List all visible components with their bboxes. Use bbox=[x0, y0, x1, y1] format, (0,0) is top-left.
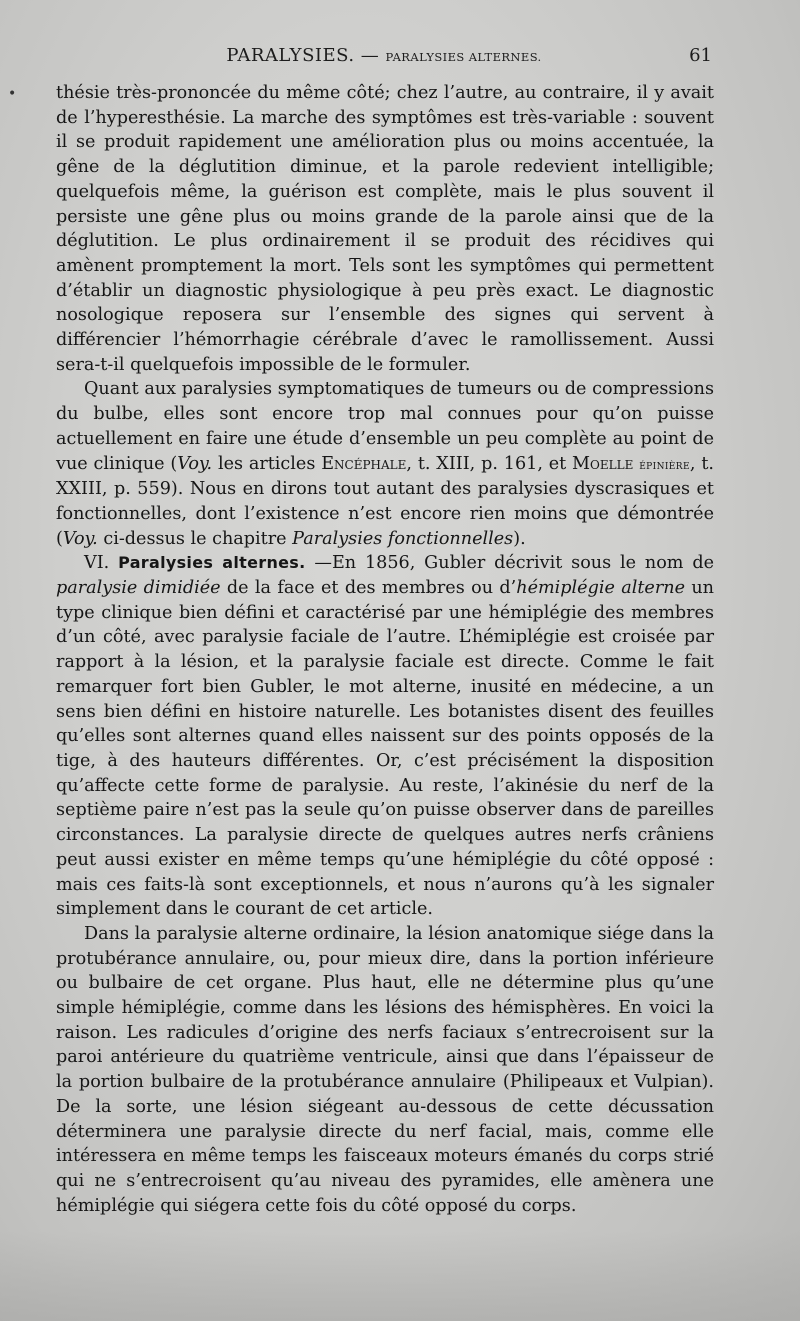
running-header bbox=[56, 45, 712, 69]
p2-text-3: , t. XIII, p. 161, et bbox=[406, 453, 573, 474]
p2-voy-2: Voy. bbox=[62, 528, 98, 549]
header-subtitle: PARALYSIES ALTERNES. bbox=[385, 50, 542, 64]
chapter-reference: Paralysies fonctionnelles bbox=[292, 528, 514, 549]
p2-text-1: Quant aux paralysies symptomatiques de tumeurs ou de compressions du bulbe, elles sont encore trop mal connues pour qu’on puisse actuellement en faire une étude d’ensemble un peu complète au point de vue clinique ( bbox=[56, 379, 714, 474]
header-dash: — bbox=[354, 45, 386, 66]
p3-text-1: —En 1856, Gubler décrivit sous le nom de bbox=[305, 553, 714, 574]
paragraph-2 bbox=[56, 377, 714, 551]
page-number: 61 bbox=[689, 45, 712, 66]
header-title: PARALYSIES. bbox=[226, 45, 355, 66]
ref-moelle: Moelle bbox=[572, 453, 634, 474]
paragraph-3 bbox=[56, 551, 714, 922]
section-heading: Paralysies alternes. bbox=[118, 553, 306, 573]
section-number: VI. bbox=[84, 553, 119, 574]
term-hemiplegie-alterne: hémiplégie alterne bbox=[516, 578, 685, 599]
paragraph-1: thésie très-prononcée du même côté; chez l’autre, au contraire, il y avait de l’hyperesthésie. La marche des symptômes est très-variable : souvent il se produit rapidement une amélioration plus ou moins accentuée, la gêne de la déglutition diminue, et la parole redevient intelligible; quelquefois même, la guérison est complète, mais le plus souvent il persiste une gêne plus ou moins grande de la parole ainsi que de la déglutition. Le plus ordinairement il se produit des récidives qui amènent promptement la mort. Tels sont les symptômes qui permettent d’établir un diagnostic physiologique à peu près exact. Le diagnostic nosologique reposera sur l’ensemble des signes qui servent à différencier l’hémorrhagie cérébrale d’avec le ramollissement. Aussi sera-t-il quelquefois impossible de le formuler. bbox=[56, 83, 714, 375]
p2-text-2: les articles bbox=[212, 453, 322, 474]
p3-text-2: de la face et des membres ou d’ bbox=[220, 578, 517, 599]
p2-voy: Voy. bbox=[177, 453, 213, 474]
p2-text-4: , t. XXIII, p. 559). Nous en dirons tout autant des paralysies dyscrasiques et fonctionnelles, dont l’existence n’est encore rien moins que démontrée ( bbox=[56, 453, 714, 549]
body-text bbox=[56, 81, 714, 1218]
ref-encephale: Encéphale bbox=[321, 453, 407, 474]
ref-epiniere: épinière bbox=[639, 456, 690, 472]
running-title bbox=[56, 45, 712, 66]
term-paralysie-dimidiee: paralysie dimidiée bbox=[56, 578, 221, 599]
p2-text-6: ). bbox=[513, 528, 526, 549]
p3-text-3: un type clinique bien défini et caractérisé par une hémiplégie des membres d’un côté, avec paralysie faciale de l’autre. L’hémiplégie est croisée par rapport à la lésion, et la paralysie faciale est directe. Comme le fait remarquer fort bien Gubler, le mot alterne, inusité en médecine, a un sens bien défini en histoire naturelle. Les botanistes disent des feuilles qu’elles sont alternes quand elles naissent sur des points opposés de la tige, à des hauteurs différentes. Or, c’est précisément la disposition qu’affecte cette forme de paralysie. Au reste, l’akinésie du nerf de la septième paire n’est pas la seule qu’on puisse observer dans de pareilles circonstances. La paralysie directe de quelques autres nerfs crâniens peut aussi exister en même temps qu’une hémiplégie du côté opposé : mais ces faits-là sont exceptionnels, et nous n’aurons qu’à les signaler simplement dans le courant de cet article. bbox=[56, 578, 715, 920]
p2-text-5: ci-dessus le chapitre bbox=[97, 528, 293, 549]
margin-dot-mark: • bbox=[8, 86, 17, 102]
paragraph-4: Dans la paralysie alterne ordinaire, la lésion anatomique siége dans la protubérance annulaire, ou, pour mieux dire, dans la portion inférieure ou bulbaire de cet organe. Plus haut, elle ne détermine plus qu’une simple hémiplégie, comme dans les lésions des hémisphères. En voici la raison. Les radicules d’origine des nerfs faciaux s’entrecroisent sur la paroi antérieure du quatrième ventricule, ainsi que dans l’épaisseur de la portion bulbaire de la protubérance annulaire (Philipeaux et Vulpian). De la sorte, une lésion siégeant au-dessous de cette décussation déterminera une paralysie directe du nerf facial, mais, comme elle intéressera en même temps les faisceaux moteurs émanés du corps strié qui ne s’entrecroisent qu’au niveau des pyramides, elle amènera une hémiplégie qui siégera cette fois du côté opposé du corps. bbox=[56, 923, 714, 1216]
